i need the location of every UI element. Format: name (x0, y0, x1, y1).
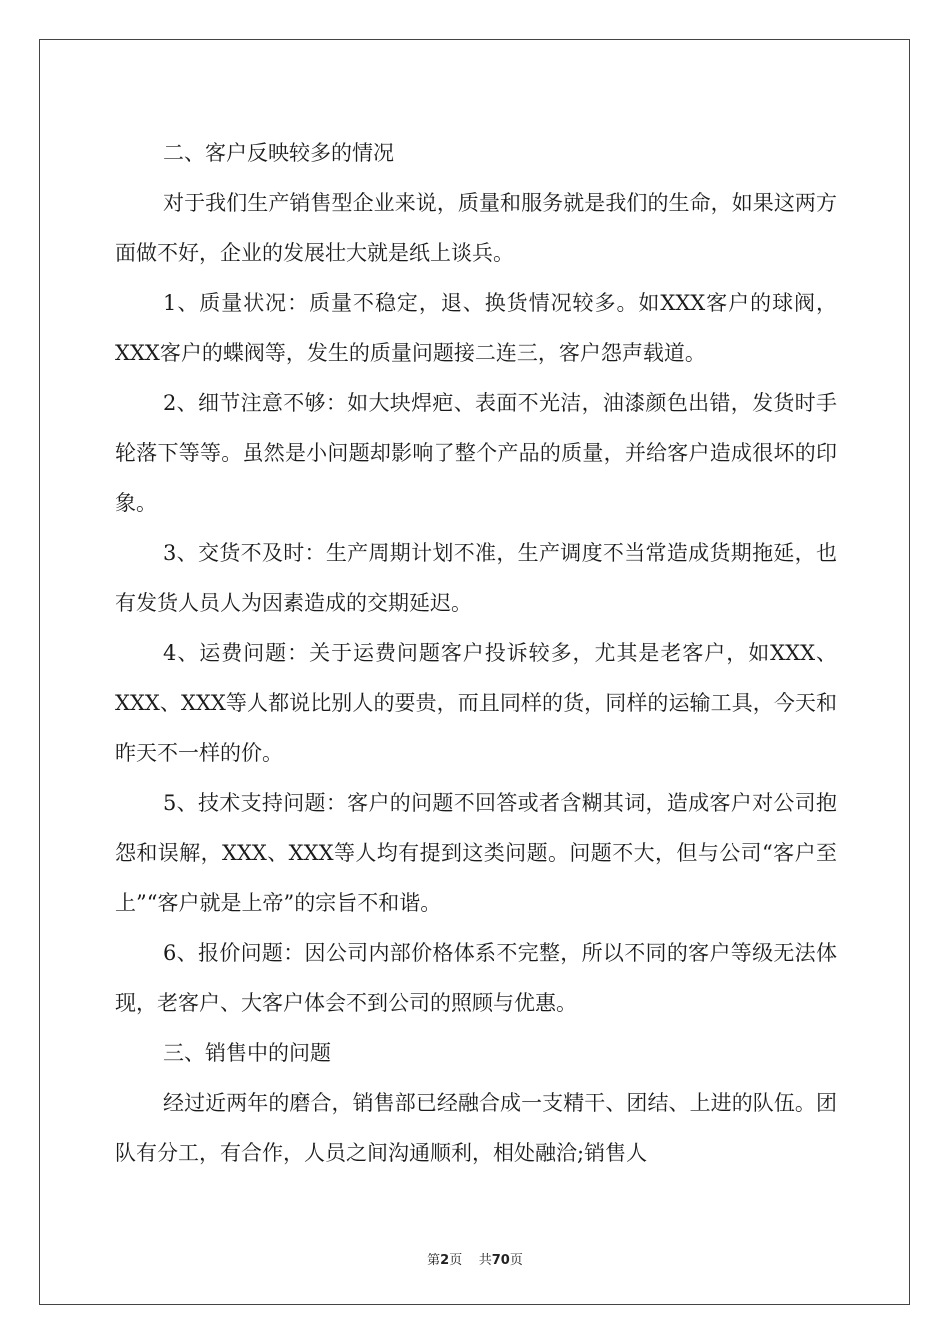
footer-page-number: 2 (440, 1253, 450, 1268)
paragraph-quotation: 6、报价问题：因公司内部价格体系不完整，所以不同的客户等级无法体现，老客户、大客户体会不到公司的照顾与优惠。 (115, 941, 837, 1015)
footer-total-suffix: 页 (509, 1253, 523, 1268)
paragraph-tech-support: 5、技术支持问题：客户的问题不回答或者含糊其词，造成客户对公司抱怨和误解，XXX、XXX等人均有提到这类问题。问题不大，但与公司“客户至上”“客户就是上帝”的宗旨不和谐。 (115, 791, 837, 915)
paragraph-delivery: 3、交货不及时：生产周期计划不准，生产调度不当常造成货期拖延，也有发货人员人为因素造成的交期延迟。 (115, 541, 837, 615)
page-footer (0, 1249, 950, 1268)
footer-page-suffix: 页 (449, 1253, 463, 1268)
footer-total-prefix: 共 (478, 1253, 492, 1268)
section-heading-3: 三、销售中的问题 (163, 1041, 331, 1065)
document-body (115, 128, 837, 1178)
footer-page-prefix: 第 (427, 1253, 441, 1268)
footer-total-pages: 70 (491, 1253, 510, 1268)
paragraph-details: 2、细节注意不够：如大块焊疤、表面不光洁，油漆颜色出错，发货时手轮落下等等。虽然是小问题却影响了整个产品的质量，并给客户造成很坏的印象。 (115, 391, 837, 515)
paragraph-freight: 4、运费问题：关于运费问题客户投诉较多，尤其是老客户，如XXX、XXX、XXX等人都说比别人的要贵，而且同样的货，同样的运输工具，今天和昨天不一样的价。 (115, 641, 837, 765)
section-heading-2: 二、客户反映较多的情况 (163, 141, 394, 165)
paragraph-intro: 对于我们生产销售型企业来说，质量和服务就是我们的生命，如果这两方面做不好，企业的发展壮大就是纸上谈兵。 (115, 191, 837, 265)
paragraph-quality: 1、质量状况：质量不稳定，退、换货情况较多。如XXX客户的球阀，XXX客户的蝶阀等，发生的质量问题接二连三，客户怨声载道。 (115, 291, 837, 365)
paragraph-sales-team: 经过近两年的磨合，销售部已经融合成一支精干、团结、上进的队伍。团队有分工，有合作，人员之间沟通顺利，相处融洽;销售人 (115, 1091, 837, 1165)
